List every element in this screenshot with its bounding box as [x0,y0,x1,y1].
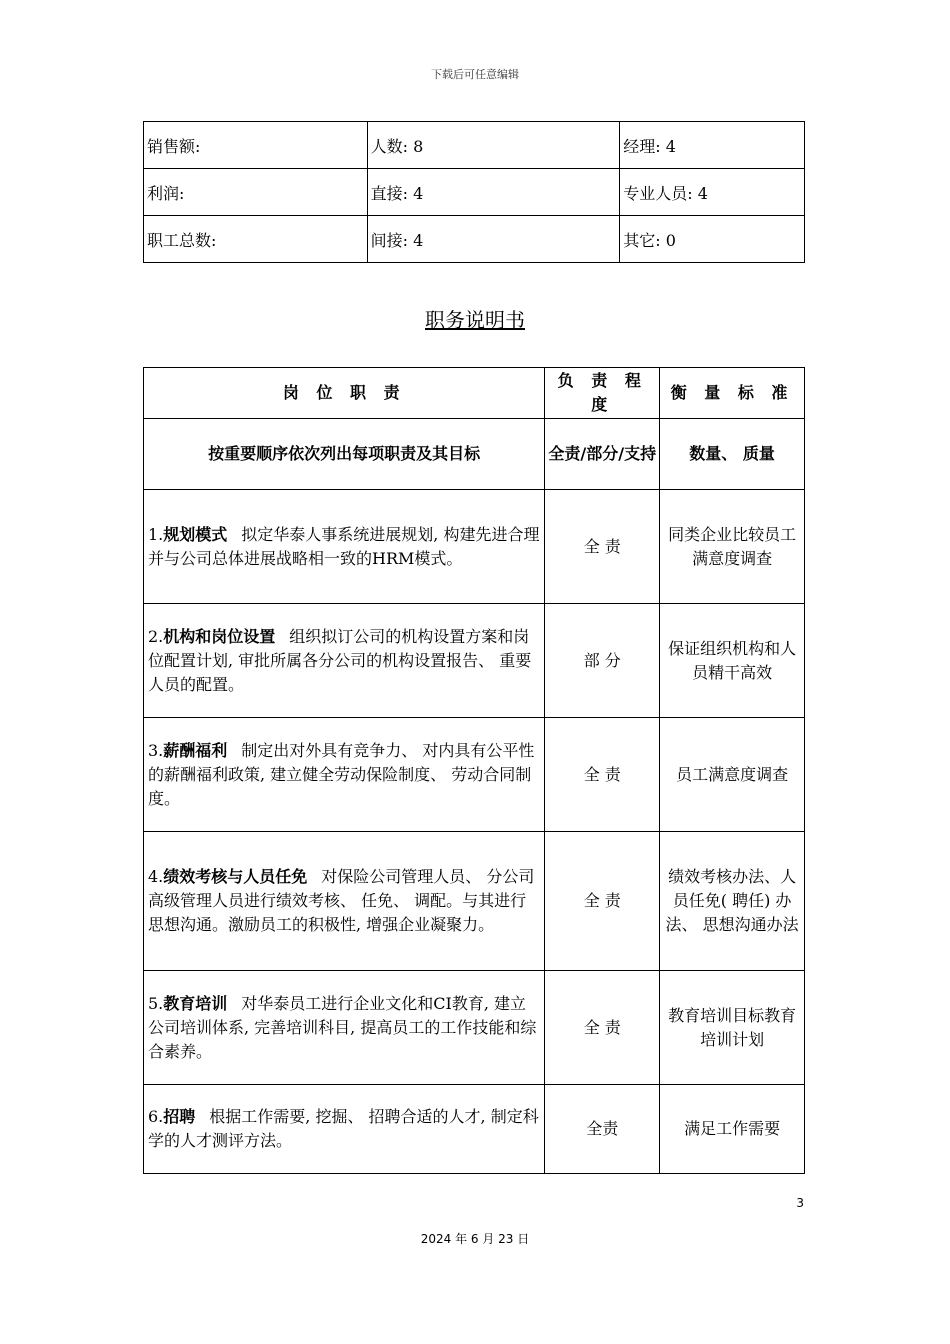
subheader-row [144,419,805,490]
stats-table [143,121,805,263]
subheader-duties: 按重要顺序依次列出每项职责及其目标 [144,419,545,490]
table-row [144,604,805,718]
footer-date: 2024 年 6 月 23 日 [420,1232,530,1246]
header-note: 下载后可任意编辑 [431,68,519,81]
degree-cell: 全 责 [545,832,660,971]
header-duties: 岗 位 职 责 [144,368,545,419]
degree-cell: 全 责 [545,718,660,832]
duty-cell [144,832,545,971]
stats-cell-profit: 利润: [144,169,368,216]
degree-cell: 部 分 [545,604,660,718]
stats-cell-professionals: 专业人员: 4 [620,169,805,216]
subheader-degree: 全责/部分/支持 [545,419,660,490]
duties-table [143,367,805,1174]
duty-name: 招聘 [163,1107,196,1126]
stats-cell-total-staff: 职工总数: [144,216,368,263]
page-number: 3 [796,1196,804,1210]
standard-cell: 员工满意度调查 [660,718,805,832]
duty-cell [144,718,545,832]
degree-cell: 全责 [545,1085,660,1174]
document-title: 职务说明书 [425,308,525,332]
stats-cell-direct: 直接: 4 [367,169,620,216]
table-row [144,718,805,832]
stats-row [144,216,805,263]
subheader-standard: 数量、 质量 [660,419,805,490]
degree-cell: 全 责 [545,490,660,604]
standard-cell: 同类企业比较员工满意度调查 [660,490,805,604]
duty-cell [144,1085,545,1174]
table-row [144,971,805,1085]
duty-description: 根据工作需要, 挖掘、 招聘合适的人才, 制定科学的人才测评方法。 [148,1107,539,1150]
duty-name: 薪酬福利 [163,740,228,760]
duty-name: 机构和岗位设置 [163,626,276,646]
standard-cell: 教育培训目标教育培训计划 [660,971,805,1085]
duty-description: 对华泰员工进行企业文化和CI教育, 建立公司培训体系, 完善培训科目, 提高员工的工作技能和综合素养。 [148,993,537,1061]
duty-number: 4. [148,867,164,886]
header-standard: 衡 量 标 准 [660,368,805,419]
standard-cell: 绩效考核办法、人员任免( 聘任) 办法、 思想沟通办法 [660,832,805,971]
stats-cell-headcount: 人数: 8 [367,122,620,169]
duty-name: 教育培训 [163,993,228,1013]
duty-description: 对保险公司管理人员、 分公司高级管理人员进行绩效考核、 任免、 调配。与其进行思想沟通。激励员工的积极性, 增强企业凝聚力。 [148,867,535,934]
header-row [144,368,805,419]
duty-number: 2. [148,626,164,646]
duty-number: 3. [148,740,164,760]
standard-cell: 满足工作需要 [660,1085,805,1174]
duty-name: 绩效考核与人员任免 [163,867,308,886]
duty-number: 1. [148,524,164,544]
degree-cell: 全 责 [545,971,660,1085]
duty-name: 规划模式 [163,524,228,544]
duty-description: 拟定华泰人事系统进展规划, 构建先进合理并与公司总体进展战略相一致的HRM模式。 [148,524,540,568]
stats-row [144,122,805,169]
duty-number: 5. [148,993,164,1013]
standard-cell: 保证组织机构和人员精干高效 [660,604,805,718]
duty-description: 制定出对外具有竞争力、 对内具有公平性的薪酬福利政策, 建立健全劳动保险制度、 劳动合同制度。 [148,740,535,808]
duty-cell [144,604,545,718]
table-row [144,1085,805,1174]
stats-cell-other: 其它: 0 [620,216,805,263]
table-row [144,832,805,971]
header-degree: 负 责 程 度 [545,368,660,419]
duty-number: 6. [148,1107,164,1126]
stats-cell-indirect: 间接: 4 [367,216,620,263]
stats-cell-sales: 销售额: [144,122,368,169]
stats-cell-managers: 经理: 4 [620,122,805,169]
table-row [144,490,805,604]
duty-description: 组织拟订公司的机构设置方案和岗位配置计划, 审批所属各分公司的机构设置报告、 重要人员的配置。 [148,626,532,694]
duty-cell [144,490,545,604]
duty-cell [144,971,545,1085]
stats-row [144,169,805,216]
